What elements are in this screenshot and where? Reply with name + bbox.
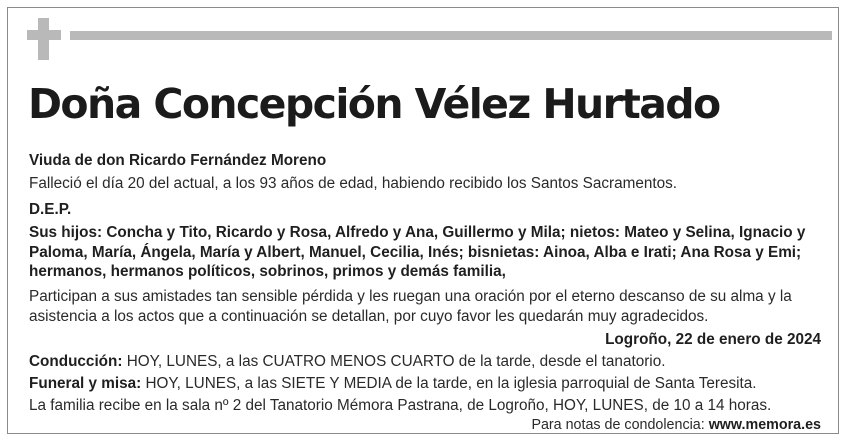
- deceased-name: Doña Concepción Vélez Hurtado: [28, 80, 720, 128]
- funeral-text: HOY, LUNES, a las SIETE Y MEDIA de la tarde, en la iglesia parroquial de Santa Teresita.: [141, 375, 757, 392]
- widow-of: Viuda de don Ricardo Fernández Moreno: [29, 152, 327, 169]
- condolence-label: Para notas de condolencia:: [531, 417, 709, 433]
- dep-line: D.E.P.: [29, 201, 72, 218]
- condolence-link[interactable]: www.memora.es: [708, 417, 821, 433]
- conduccion-text: HOY, LUNES, a las CUATRO MENOS CUARTO de la tarde, desde el tanatorio.: [122, 353, 666, 370]
- header-rule: [70, 31, 832, 40]
- condolence-line: [531, 416, 821, 434]
- cross-icon: [27, 18, 61, 60]
- place-date: Logroño, 22 de enero de 2024: [605, 331, 821, 348]
- invitation-text: Participan a sus amistades tan sensible pérdida y les ruegan una oración por el eterno descanso de su alma y la asistencia a los actos que a continuación se detallan, por cuyo favor les quedarán muy agradecidos.: [29, 288, 792, 325]
- conduccion-line: [29, 352, 665, 371]
- funeral-line: [29, 374, 757, 393]
- reception-line: La familia recibe en la sala nº 2 del Tanatorio Mémora Pastrana, de Logroño, HOY, LUNES, de 10 a 14 horas.: [29, 397, 772, 414]
- family-list: Sus hijos: Concha y Tito, Ricardo y Rosa, Alfredo y Ana, Guillermo y Mila; nietos: Mateo y Selina, Ignacio y Paloma, María, Ángela, María y Albert, Manuel, Cecilia, Inés; bisnietas: Ainoa, Alba e Irati; Ana Rosa y Emi; hermanos, hermanos políticos, sobrinos, primos y demás familia,: [29, 224, 806, 280]
- death-line: Falleció el día 20 del actual, a los 93 años de edad, habiendo recibido los Santos Sacramentos.: [29, 175, 677, 192]
- conduccion-label: Conducción:: [29, 353, 123, 370]
- funeral-label: Funeral y misa:: [29, 375, 142, 392]
- obituary-notice: [7, 7, 839, 434]
